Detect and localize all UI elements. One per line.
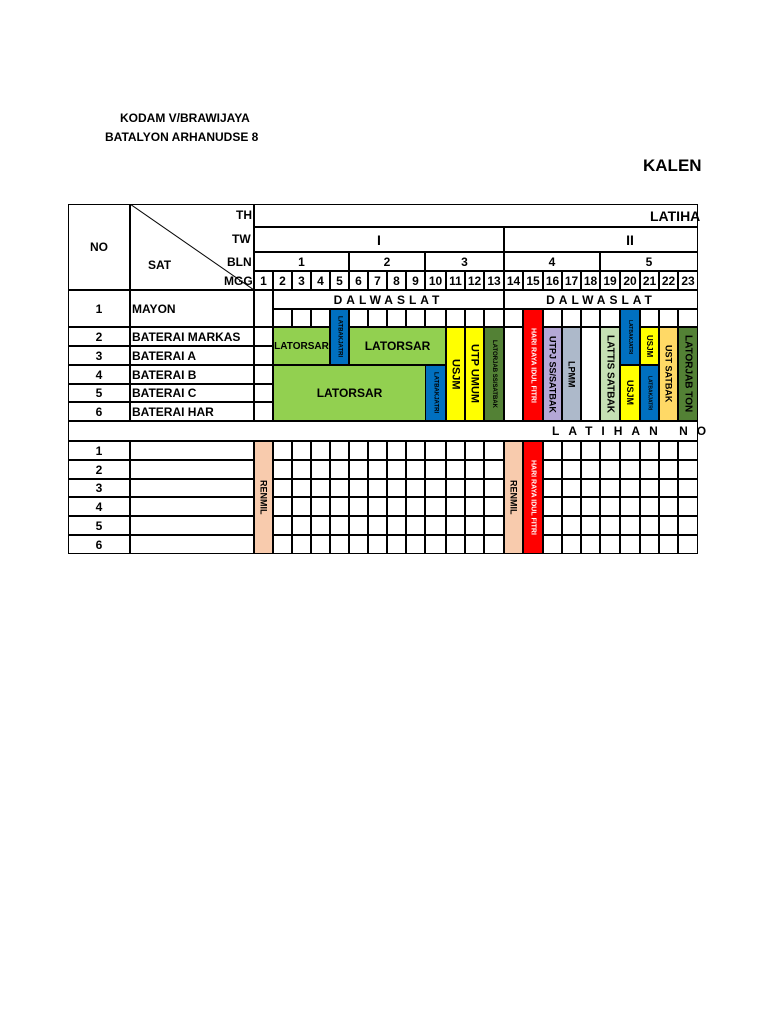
lower-week-cell: [620, 479, 640, 497]
lower-week-cell: [330, 460, 349, 479]
page-title: KALEN: [643, 156, 702, 175]
bln-value: 1: [298, 254, 305, 269]
lower-week-cell: [330, 479, 349, 497]
lower-week-cell: [349, 535, 368, 554]
lower-week-cell: [678, 535, 698, 554]
lower-week-cell: [562, 441, 581, 460]
lower-week-cell: [446, 535, 465, 554]
lower-row-no: 6: [95, 537, 103, 552]
usjm-block-3: [640, 327, 659, 365]
lower-week-cell: [273, 516, 292, 535]
bln-value: 2: [383, 254, 391, 269]
lower-row-no: 2: [95, 462, 103, 477]
latorsar-block-3: LATORSAR: [273, 365, 426, 421]
lower-week-cell: [368, 460, 387, 479]
lower-week-cell: [446, 497, 465, 516]
lower-week-cell: [659, 516, 678, 535]
lpmm-block: [562, 327, 581, 421]
renmil-block-2: [504, 441, 523, 554]
bln-value: 3: [461, 254, 468, 269]
lower-week-cell: [543, 441, 562, 460]
mayon-week-cell: [600, 309, 620, 327]
lower-sat-cell: [130, 460, 254, 479]
lower-week-cell: [659, 441, 678, 460]
mayon-week-cell: [425, 309, 446, 327]
empty-week-cell: [504, 327, 523, 421]
lower-week-cell: [562, 516, 581, 535]
th-value: LATIHA: [650, 207, 701, 224]
lower-sat-cell: [130, 479, 254, 497]
mgg-value: 2: [279, 273, 286, 288]
latorsar-block-1: LATORSAR: [273, 327, 330, 365]
sat-header-label: SAT: [148, 258, 172, 272]
lower-week-cell: [465, 460, 484, 479]
lower-week-cell: [484, 441, 504, 460]
mayon-week-cell: [273, 309, 292, 327]
latihan-banner-label: LATIHAN NO: [552, 424, 716, 438]
lower-week-cell: [406, 479, 425, 497]
mgg-value: 16: [545, 273, 560, 288]
lower-week-cell: [406, 535, 425, 554]
row-sat: BATERAI A: [132, 348, 196, 363]
lower-week-cell: [484, 516, 504, 535]
lower-week-cell: [446, 479, 465, 497]
usjm-block-3-label: USJM: [645, 334, 654, 358]
lower-week-cell: [406, 516, 425, 535]
usjm-block-2-label: USJM: [625, 380, 635, 406]
mgg-value: 11: [449, 273, 462, 288]
bln-value: 5: [645, 254, 653, 269]
mayon-week-cell: [387, 309, 406, 327]
mgg-value: 14: [506, 273, 521, 288]
lower-week-cell: [349, 441, 368, 460]
mgg-value: 13: [487, 273, 501, 288]
lower-week-cell: [581, 441, 600, 460]
bln-label: BLN: [227, 255, 252, 269]
empty-week-cell: [581, 327, 600, 421]
usjm-block-1: [446, 327, 465, 421]
lower-week-cell: [600, 516, 620, 535]
lpmm-block-label: LPMM: [566, 360, 577, 388]
tw-value-2: II: [626, 231, 634, 248]
latbakjatri-block-1-label: LATBAKJATRI: [336, 316, 343, 358]
lower-week-cell: [368, 479, 387, 497]
lower-week-cell: [640, 497, 659, 516]
mgg-value: 19: [603, 273, 617, 288]
lower-week-cell: [543, 479, 562, 497]
mgg-value: 8: [393, 273, 400, 288]
lower-week-cell: [311, 479, 330, 497]
mayon-week-cell: [446, 309, 465, 327]
lower-week-cell: [678, 460, 698, 479]
utp-umum-block: [465, 327, 484, 421]
lower-week-cell: [659, 497, 678, 516]
lower-week-cell: [387, 535, 406, 554]
th-cell: [254, 204, 701, 227]
org-line-1: KODAM V/BRAWIJAYA: [120, 111, 250, 125]
lower-week-cell: [640, 441, 659, 460]
lower-week-cell: [620, 460, 640, 479]
mayon-week-cell: [581, 309, 600, 327]
lower-week-cell: [581, 535, 600, 554]
mayon-week-cell: [465, 309, 484, 327]
lower-week-cell: [678, 516, 698, 535]
lower-week-cell: [311, 441, 330, 460]
hari-raya-block-1: [523, 309, 543, 421]
lower-week-cell: [581, 460, 600, 479]
lattis-satbak-block-label: LATTIS SATBAK: [604, 335, 616, 413]
lower-week-cell: [620, 497, 640, 516]
mgg-value: 23: [681, 273, 695, 288]
row-no: 5: [95, 386, 103, 400]
lower-week-cell: [465, 516, 484, 535]
lower-week-cell: [600, 497, 620, 516]
lower-week-cell: [640, 535, 659, 554]
lower-week-cell: [292, 497, 311, 516]
lower-week-cell: [446, 516, 465, 535]
latbakjatri-block-2: [425, 365, 446, 421]
lower-week-cell: [425, 535, 446, 554]
lower-week-cell: [620, 441, 640, 460]
lower-row-no: 3: [95, 481, 103, 495]
mayon-week-cell: [678, 309, 698, 327]
latorjab-ton-block: [678, 327, 698, 421]
mgg-value: 15: [526, 273, 540, 288]
latorsar-block-2: LATORSAR: [349, 327, 446, 365]
renmil-block-1-label: RENMIL: [258, 480, 269, 515]
renmil-block-1: [254, 441, 273, 554]
mgg-value: 22: [661, 273, 676, 288]
mayon-week-cell: [562, 309, 581, 327]
lower-week-cell: [387, 479, 406, 497]
lower-week-cell: [640, 460, 659, 479]
lower-week-cell: [640, 479, 659, 497]
hari-raya-block-2: [523, 441, 543, 554]
mgg-value: 3: [298, 273, 305, 288]
lower-week-cell: [292, 460, 311, 479]
lower-row-no: 4: [95, 499, 103, 514]
lower-week-cell: [387, 497, 406, 516]
mayon-week-cell: [406, 309, 425, 327]
lower-week-cell: [311, 460, 330, 479]
lower-week-cell: [349, 479, 368, 497]
lower-week-cell: [446, 441, 465, 460]
lower-week-cell: [273, 535, 292, 554]
org-line-2: BATALYON ARHANUDSE 8: [105, 130, 259, 144]
lower-week-cell: [368, 535, 387, 554]
mgg-value: 5: [336, 273, 343, 288]
lower-week-cell: [311, 497, 330, 516]
lower-week-cell: [659, 535, 678, 554]
latorjab-satbak-block-label: LATORJAB SS/SATBAK: [491, 339, 497, 408]
lower-sat-cell: [130, 516, 254, 535]
mgg-value: 17: [564, 273, 579, 288]
row-sat: BATERAI HAR: [132, 404, 214, 419]
empty-week-cell: [254, 327, 273, 346]
lower-week-cell: [330, 441, 349, 460]
lower-week-cell: [292, 535, 311, 554]
mayon-week-cell: [484, 309, 504, 327]
hari-raya-block-2-label: HARI RAYA IDUL FITRI: [529, 460, 537, 535]
lower-week-cell: [425, 497, 446, 516]
utpj-satbak-block: [543, 327, 562, 421]
mayon-week-cell: [311, 309, 330, 327]
mayon-week-cell: [504, 309, 523, 327]
lower-week-cell: [484, 535, 504, 554]
lower-week-cell: [678, 479, 698, 497]
lower-week-cell: [562, 460, 581, 479]
lower-week-cell: [484, 497, 504, 516]
ust-satbak-block-label: UST SATBAK: [663, 345, 674, 403]
lower-week-cell: [406, 497, 425, 516]
hari-raya-block-1-label: HARI RAYA IDUL FITRI: [529, 327, 537, 403]
lower-week-cell: [273, 479, 292, 497]
mgg-value: 12: [467, 273, 482, 288]
mgg-value: 6: [355, 273, 362, 288]
tw-label: TW: [232, 232, 251, 246]
mgg-value: 18: [583, 273, 598, 288]
mgg-value: 1: [260, 273, 267, 288]
lower-week-cell: [465, 479, 484, 497]
dalwaslat-label-2: DALWASLAT: [546, 292, 656, 307]
lower-week-cell: [368, 516, 387, 535]
row-sat: BATERAI C: [132, 386, 197, 400]
no-header-label: NO: [90, 240, 108, 254]
lower-week-cell: [581, 516, 600, 535]
mayon-week-cell: [349, 309, 368, 327]
lower-week-cell: [273, 460, 292, 479]
lower-week-cell: [543, 460, 562, 479]
lower-week-cell: [292, 479, 311, 497]
empty-week-cell: [254, 402, 273, 421]
lower-week-cell: [425, 516, 446, 535]
mgg-label: MGG: [224, 274, 253, 288]
latorjab-ton-block-label: LATORJAB TON: [682, 335, 694, 413]
lower-week-cell: [678, 441, 698, 460]
mayon-week-cell: [640, 309, 659, 327]
tw-value-1: I: [377, 231, 381, 248]
lower-week-cell: [425, 441, 446, 460]
lower-week-cell: [465, 535, 484, 554]
lower-week-cell: [368, 497, 387, 516]
lower-week-cell: [659, 479, 678, 497]
lower-week-cell: [600, 441, 620, 460]
lower-sat-cell: [130, 441, 254, 460]
lower-week-cell: [562, 535, 581, 554]
renmil-block-2-label: RENMIL: [508, 480, 519, 515]
lower-week-cell: [543, 535, 562, 554]
lower-week-cell: [484, 479, 504, 497]
lower-week-cell: [425, 460, 446, 479]
lower-week-cell: [600, 460, 620, 479]
mgg-value: 4: [317, 273, 324, 288]
mayon-week-cell: [368, 309, 387, 327]
lower-week-cell: [562, 479, 581, 497]
lower-week-cell: [640, 516, 659, 535]
empty-week-cell: [254, 365, 273, 384]
mgg-value: 21: [642, 273, 657, 288]
lower-week-cell: [349, 516, 368, 535]
usjm-block-2: [620, 365, 640, 421]
lower-week-cell: [387, 516, 406, 535]
mgg-value: 9: [412, 273, 419, 288]
lower-sat-cell: [130, 497, 254, 516]
latbakjatri-block-3-label: LATBAKJATRI: [627, 319, 633, 355]
lower-week-cell: [273, 497, 292, 516]
row-no: 2: [95, 329, 103, 344]
lower-week-cell: [273, 441, 292, 460]
lower-week-cell: [543, 516, 562, 535]
lower-week-cell: [484, 460, 504, 479]
lower-week-cell: [581, 497, 600, 516]
lower-week-cell: [406, 441, 425, 460]
lower-sat-cell: [130, 535, 254, 554]
lower-week-cell: [349, 497, 368, 516]
lower-week-cell: [446, 460, 465, 479]
lower-week-cell: [465, 441, 484, 460]
lower-week-cell: [543, 497, 562, 516]
latbakjatri-block-2-label: LATBAKJATRI: [432, 372, 439, 414]
th-label: TH: [236, 208, 252, 222]
lower-week-cell: [659, 460, 678, 479]
lower-week-cell: [311, 516, 330, 535]
usjm-block-1-label: USJM: [449, 358, 462, 390]
lower-week-cell: [425, 479, 446, 497]
latbakjatri-block-4-label: LATBAKJATRI: [646, 375, 653, 411]
lower-week-cell: [292, 516, 311, 535]
bln-value: 4: [548, 254, 556, 269]
mayon-week-cell: [292, 309, 311, 327]
lower-week-cell: [620, 516, 640, 535]
lower-week-cell: [387, 460, 406, 479]
latbakjatri-block-4: [640, 365, 659, 421]
latbakjatri-block-1: [330, 309, 349, 365]
lower-week-cell: [330, 497, 349, 516]
latbakjatri-block-3: [620, 309, 640, 365]
row-sat: MAYON: [132, 301, 176, 316]
row-sat: BATERAI MARKAS: [132, 329, 241, 344]
row-no: 4: [95, 367, 103, 382]
row-sat: BATERAI B: [132, 367, 197, 382]
empty-week-cell: [254, 290, 273, 327]
row-no: 1: [95, 301, 103, 316]
lower-row-no: 5: [95, 518, 103, 533]
mayon-week-cell: [659, 309, 678, 327]
dalwaslat-label-1: DALWASLAT: [333, 292, 444, 307]
lower-week-cell: [330, 516, 349, 535]
lower-week-cell: [406, 460, 425, 479]
lower-week-cell: [562, 497, 581, 516]
lower-week-cell: [387, 441, 406, 460]
lower-week-cell: [620, 535, 640, 554]
row-no: 3: [95, 348, 103, 363]
lower-row-no: 1: [95, 443, 103, 458]
lower-week-cell: [678, 497, 698, 516]
lower-week-cell: [600, 479, 620, 497]
lower-week-cell: [292, 441, 311, 460]
mgg-value: 20: [623, 273, 637, 288]
lower-week-cell: [600, 535, 620, 554]
empty-week-cell: [254, 346, 273, 365]
lower-week-cell: [465, 497, 484, 516]
mgg-value: 10: [428, 273, 443, 288]
utpj-satbak-block-label: UTPJ SS/SATBAK: [547, 335, 558, 413]
mayon-week-cell: [543, 309, 562, 327]
lower-week-cell: [349, 460, 368, 479]
latorjab-satbak-block: [484, 327, 504, 421]
lower-week-cell: [330, 535, 349, 554]
lattis-satbak-block: [600, 327, 620, 421]
ust-satbak-block: [659, 327, 678, 421]
lower-week-cell: [581, 479, 600, 497]
mgg-value: 7: [374, 273, 381, 288]
row-no: 6: [95, 404, 103, 419]
empty-week-cell: [254, 384, 273, 402]
lower-week-cell: [368, 441, 387, 460]
lower-week-cell: [311, 535, 330, 554]
utp-umum-block-label: UTP UMUM: [468, 344, 481, 404]
